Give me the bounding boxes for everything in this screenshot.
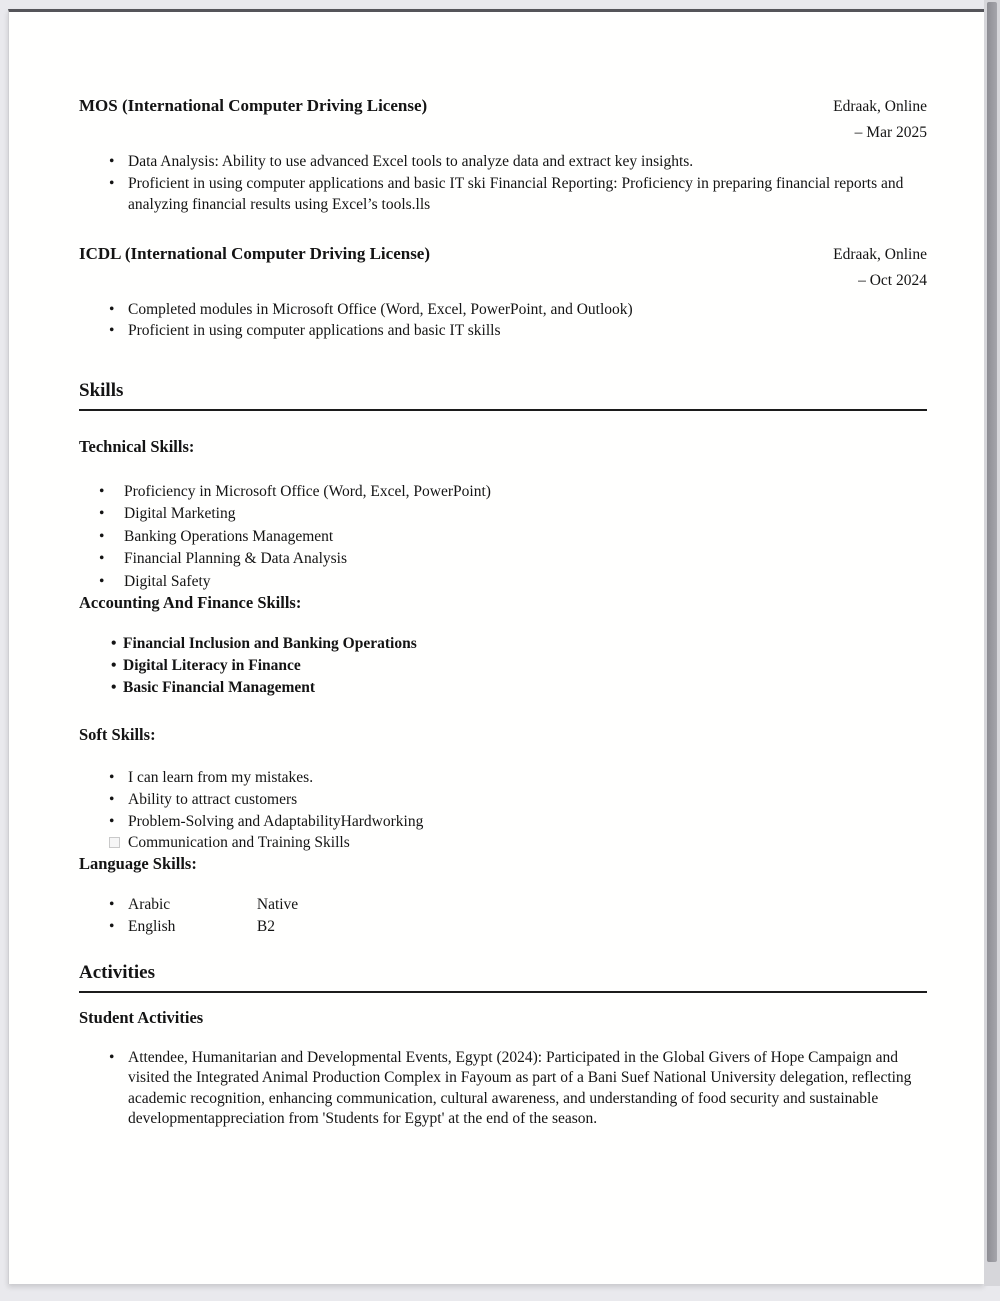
certification-header — [79, 96, 927, 117]
certification-location: Edraak, Online — [833, 98, 927, 115]
bullet-item: • Basic Financial Management — [79, 677, 928, 699]
certification-header — [79, 244, 927, 265]
bullet-item: • Financial Inclusion and Banking Operations — [79, 633, 928, 655]
skills-section — [79, 380, 927, 938]
resume-content — [79, 96, 927, 1130]
certification-bullet-list — [79, 299, 927, 342]
language-level: B2 — [256, 917, 275, 935]
bullet-item: • Proficiency in Microsoft Office (Word, Excel, PowerPoint) — [79, 481, 929, 504]
accounting-skills-heading: Accounting And Finance Skills: — [79, 593, 302, 612]
student-activities-heading: Student Activities — [79, 1007, 204, 1027]
language-row — [79, 894, 927, 916]
language-name: English — [128, 917, 176, 935]
bullet-item: • I can learn from my mistakes. — [79, 767, 933, 789]
activities-section — [79, 962, 927, 1130]
language-name: Arabic — [128, 896, 171, 914]
bullet-item: • Proficient in using computer applications and basic IT ski Financial Reporting: Proficiency in preparing financial reports and analyzing financial results using Excel’s tools.lls — [79, 173, 933, 216]
language-row — [79, 916, 927, 938]
bullet-item: • Digital Literacy in Finance — [79, 655, 928, 677]
certification-bullet-list — [79, 151, 927, 216]
certification-entry-icdl — [79, 244, 927, 342]
technical-skills-list — [79, 481, 927, 594]
soft-skills-heading: Soft Skills: — [79, 725, 156, 744]
soft-skills-list — [79, 767, 927, 854]
certification-entry-mos — [79, 96, 927, 216]
activities-bullet-list — [79, 1048, 927, 1130]
bullet-item: • Digital Marketing — [79, 503, 929, 526]
certification-title: ICDL (International Computer Driving License) — [79, 243, 431, 263]
activities-section-title: Activities — [79, 962, 927, 993]
bullet-item: • Problem-Solving and AdaptabilityHardworking — [79, 811, 933, 833]
bullet-item-checkbox: Communication and Training Skills — [79, 832, 933, 854]
bullet-item: • Completed modules in Microsoft Office (Word, Excel, PowerPoint, and Outlook) — [79, 299, 933, 321]
certification-date: – Oct 2024 — [858, 271, 927, 289]
bullet-item: • Financial Planning & Data Analysis — [79, 548, 929, 571]
bullet-item: • Data Analysis: Ability to use advanced Excel tools to analyze data and extract key insights. — [79, 151, 933, 173]
scrollbar-track[interactable] — [984, 0, 1000, 1286]
language-skills-heading: Language Skills: — [79, 854, 197, 874]
bullet-item: • Ability to attract customers — [79, 789, 933, 811]
bullet-item: • Attendee, Humanitarian and Developmental Events, Egypt (2024): Participated in the Global Givers of Hope Campaign and visited the Integrated Animal Production Complex in Fayoum as part of a Bani Suef National University delegation, reflecting academic recognition, enhancing communication, cultural awareness, and understanding of food security and sustainable developmentappreciation from 'Students for Egypt' at the end of the season. — [79, 1048, 928, 1130]
accounting-skills-list — [79, 633, 927, 699]
language-skills-list — [79, 894, 927, 938]
certification-date: – Mar 2025 — [854, 124, 927, 141]
bullet-item: • Banking Operations Management — [79, 526, 929, 549]
skills-section-title: Skills — [79, 380, 927, 411]
bullet-item: • Digital Safety — [79, 571, 929, 594]
technical-skills-heading: Technical Skills: — [79, 436, 195, 456]
scrollbar-thumb[interactable] — [987, 2, 997, 1262]
certification-title: MOS (International Computer Driving License) — [79, 96, 428, 115]
resume-page — [8, 9, 984, 1284]
language-level: Native — [256, 896, 299, 914]
certification-location: Edraak, Online — [833, 245, 927, 263]
bullet-item: • Proficient in using computer applications and basic IT skills — [79, 320, 933, 342]
